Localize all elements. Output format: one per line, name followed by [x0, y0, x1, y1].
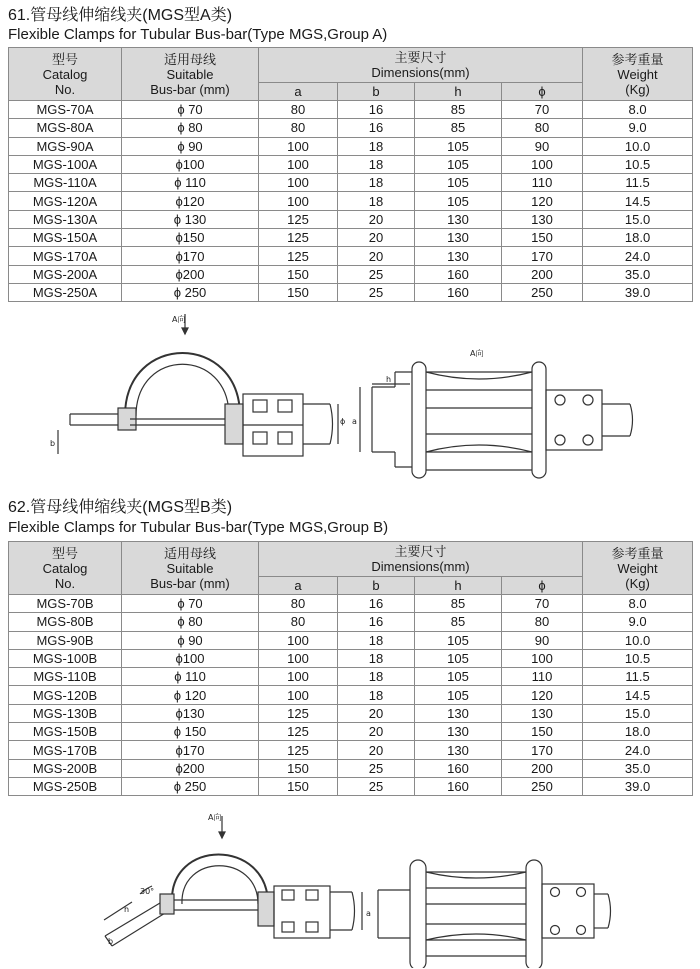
h-cell: 130 — [415, 229, 502, 247]
catalog-cell: MGS-90B — [9, 631, 122, 649]
h-cell: 160 — [415, 759, 502, 777]
b-cell: 18 — [338, 649, 415, 667]
header-b: b — [338, 577, 415, 595]
phi-cell: 200 — [502, 759, 583, 777]
weight-cell: 39.0 — [583, 777, 693, 795]
b-cell: 25 — [338, 265, 415, 283]
phi-cell: 90 — [502, 631, 583, 649]
a-cell: 80 — [259, 613, 338, 631]
b-cell: 18 — [338, 174, 415, 192]
busbar-cell: ϕ130 — [122, 704, 259, 722]
a-cell: 125 — [259, 210, 338, 228]
a-cell: 125 — [259, 247, 338, 265]
header-phi: ϕ — [502, 83, 583, 101]
busbar-cell: ϕ 90 — [122, 137, 259, 155]
catalog-cell: MGS-200A — [9, 265, 122, 283]
catalog-cell: MGS-80A — [9, 119, 122, 137]
h-cell: 105 — [415, 174, 502, 192]
section-a-subtitle: Flexible Clamps for Tubular Bus-bar(Type MGS,Group A) — [8, 26, 388, 43]
catalog-cell: MGS-100A — [9, 155, 122, 173]
catalog-cell: MGS-110A — [9, 174, 122, 192]
catalog-cell: MGS-130B — [9, 704, 122, 722]
phi-cell: 120 — [502, 686, 583, 704]
busbar-cell: ϕ170 — [122, 247, 259, 265]
b-cell: 20 — [338, 210, 415, 228]
busbar-cell: ϕ 250 — [122, 283, 259, 301]
a-cell: 100 — [259, 192, 338, 210]
weight-cell: 15.0 — [583, 210, 693, 228]
h-cell: 160 — [415, 777, 502, 795]
drawing-group-b — [0, 808, 700, 968]
weight-cell: 10.0 — [583, 631, 693, 649]
a-cell: 125 — [259, 704, 338, 722]
h-cell: 85 — [415, 101, 502, 119]
table-row — [9, 265, 693, 283]
header-b: b — [338, 83, 415, 101]
catalog-cell: MGS-100B — [9, 649, 122, 667]
weight-cell: 24.0 — [583, 247, 693, 265]
a-cell: 100 — [259, 668, 338, 686]
catalog-cell: MGS-120B — [9, 686, 122, 704]
table-row — [9, 192, 693, 210]
busbar-cell: ϕ150 — [122, 229, 259, 247]
phi-cell: 110 — [502, 668, 583, 686]
phi-cell: 200 — [502, 265, 583, 283]
h-cell: 105 — [415, 155, 502, 173]
table-row — [9, 137, 693, 155]
table-row — [9, 649, 693, 667]
h-cell: 105 — [415, 631, 502, 649]
a-cell: 100 — [259, 155, 338, 173]
h-cell: 160 — [415, 265, 502, 283]
weight-cell: 39.0 — [583, 283, 693, 301]
table-row — [9, 210, 693, 228]
catalog-cell: MGS-250B — [9, 777, 122, 795]
catalog-cell: MGS-120A — [9, 192, 122, 210]
phi-cell: 80 — [502, 119, 583, 137]
label-view-a-top: A向 — [172, 315, 186, 324]
weight-cell: 18.0 — [583, 723, 693, 741]
a-cell: 150 — [259, 777, 338, 795]
a-cell: 125 — [259, 229, 338, 247]
table-row — [9, 155, 693, 173]
weight-cell: 11.5 — [583, 174, 693, 192]
label-angle: 30° — [140, 887, 155, 896]
weight-cell: 15.0 — [583, 704, 693, 722]
catalog-cell: MGS-170B — [9, 741, 122, 759]
weight-cell: 9.0 — [583, 613, 693, 631]
phi-cell: 130 — [502, 210, 583, 228]
busbar-cell: ϕ 250 — [122, 777, 259, 795]
b-cell: 16 — [338, 613, 415, 631]
weight-cell: 9.0 — [583, 119, 693, 137]
clamp-drawing-a — [0, 312, 700, 482]
busbar-cell: ϕ 130 — [122, 210, 259, 228]
table-row — [9, 704, 693, 722]
a-cell: 80 — [259, 119, 338, 137]
table-row — [9, 723, 693, 741]
a-cell: 100 — [259, 686, 338, 704]
table-b-body — [9, 595, 693, 796]
clamp-drawing-b — [0, 808, 700, 968]
header-phi: ϕ — [502, 577, 583, 595]
h-cell: 160 — [415, 283, 502, 301]
catalog-cell: MGS-130A — [9, 210, 122, 228]
header-busbar: 适用母线 Suitable Bus-bar (mm) — [122, 48, 259, 101]
table-row — [9, 174, 693, 192]
h-cell: 130 — [415, 723, 502, 741]
h-cell: 85 — [415, 613, 502, 631]
label-view-a-top-b: A向 — [208, 813, 222, 822]
label-a-b: a — [366, 909, 371, 918]
h-cell: 85 — [415, 595, 502, 613]
b-cell: 16 — [338, 101, 415, 119]
table-row — [9, 283, 693, 301]
section-a-title: 61.管母线伸缩线夹(MGS型A类) — [8, 7, 233, 24]
weight-cell: 35.0 — [583, 265, 693, 283]
catalog-cell: MGS-90A — [9, 137, 122, 155]
table-row — [9, 777, 693, 795]
a-cell: 100 — [259, 649, 338, 667]
table-row — [9, 741, 693, 759]
weight-cell: 11.5 — [583, 668, 693, 686]
busbar-cell: ϕ 120 — [122, 686, 259, 704]
phi-cell: 150 — [502, 229, 583, 247]
table-row — [9, 247, 693, 265]
b-cell: 25 — [338, 759, 415, 777]
b-cell: 18 — [338, 192, 415, 210]
busbar-cell: ϕ 80 — [122, 119, 259, 137]
header-a: a — [259, 83, 338, 101]
busbar-cell: ϕ 150 — [122, 723, 259, 741]
section-b-subtitle: Flexible Clamps for Tubular Bus-bar(Type MGS,Group B) — [8, 519, 389, 536]
catalog-cell: MGS-150B — [9, 723, 122, 741]
label-b-b: b — [108, 937, 114, 946]
a-cell: 100 — [259, 174, 338, 192]
phi-cell: 120 — [502, 192, 583, 210]
b-cell: 25 — [338, 777, 415, 795]
busbar-cell: ϕ200 — [122, 265, 259, 283]
catalog-cell: MGS-70A — [9, 101, 122, 119]
drawing-group-a — [0, 312, 700, 482]
a-cell: 80 — [259, 595, 338, 613]
header-catalog: 型号 Catalog No. — [9, 48, 122, 101]
header-h: h — [415, 83, 502, 101]
label-b: b — [50, 439, 56, 448]
table-row — [9, 631, 693, 649]
weight-cell: 8.0 — [583, 595, 693, 613]
phi-cell: 250 — [502, 283, 583, 301]
phi-cell: 70 — [502, 101, 583, 119]
phi-cell: 100 — [502, 155, 583, 173]
header-weight: 参考重量 Weight (Kg) — [583, 542, 693, 595]
a-cell: 150 — [259, 265, 338, 283]
h-cell: 130 — [415, 741, 502, 759]
b-cell: 18 — [338, 668, 415, 686]
h-cell: 105 — [415, 668, 502, 686]
phi-cell: 70 — [502, 595, 583, 613]
table-row — [9, 759, 693, 777]
h-cell: 130 — [415, 210, 502, 228]
b-cell: 25 — [338, 283, 415, 301]
busbar-cell: ϕ 90 — [122, 631, 259, 649]
weight-cell: 14.5 — [583, 686, 693, 704]
table-row — [9, 595, 693, 613]
header-a: a — [259, 577, 338, 595]
weight-cell: 10.0 — [583, 137, 693, 155]
h-cell: 105 — [415, 649, 502, 667]
catalog-cell: MGS-150A — [9, 229, 122, 247]
busbar-cell: ϕ100 — [122, 155, 259, 173]
weight-cell: 35.0 — [583, 759, 693, 777]
weight-cell: 24.0 — [583, 741, 693, 759]
a-cell: 125 — [259, 741, 338, 759]
table-row — [9, 686, 693, 704]
phi-cell: 110 — [502, 174, 583, 192]
h-cell: 105 — [415, 192, 502, 210]
b-cell: 18 — [338, 155, 415, 173]
section-b-title: 62.管母线伸缩线夹(MGS型B类) — [8, 499, 233, 516]
b-cell: 20 — [338, 229, 415, 247]
phi-cell: 100 — [502, 649, 583, 667]
table-row — [9, 613, 693, 631]
a-cell: 150 — [259, 759, 338, 777]
weight-cell: 18.0 — [583, 229, 693, 247]
label-h-b: h — [124, 905, 130, 914]
busbar-cell: ϕ 70 — [122, 595, 259, 613]
phi-cell: 250 — [502, 777, 583, 795]
busbar-cell: ϕ120 — [122, 192, 259, 210]
b-cell: 18 — [338, 137, 415, 155]
catalog-cell: MGS-250A — [9, 283, 122, 301]
catalog-cell: MGS-110B — [9, 668, 122, 686]
phi-cell: 170 — [502, 247, 583, 265]
phi-cell: 170 — [502, 741, 583, 759]
header-h: h — [415, 577, 502, 595]
weight-cell: 10.5 — [583, 155, 693, 173]
b-cell: 16 — [338, 595, 415, 613]
busbar-loop — [125, 353, 240, 416]
a-cell: 150 — [259, 283, 338, 301]
h-cell: 85 — [415, 119, 502, 137]
h-cell: 130 — [415, 704, 502, 722]
busbar-cell: ϕ170 — [122, 741, 259, 759]
weight-cell: 8.0 — [583, 101, 693, 119]
table-a-body — [9, 101, 693, 302]
header-dimensions: 主要尺寸 Dimensions(mm) — [259, 48, 583, 83]
phi-cell: 80 — [502, 613, 583, 631]
table-row — [9, 119, 693, 137]
busbar-cell: ϕ100 — [122, 649, 259, 667]
label-a: a — [352, 417, 357, 426]
catalog-cell: MGS-170A — [9, 247, 122, 265]
h-cell: 105 — [415, 137, 502, 155]
b-cell: 16 — [338, 119, 415, 137]
a-cell: 100 — [259, 631, 338, 649]
table-row — [9, 229, 693, 247]
b-cell: 18 — [338, 631, 415, 649]
busbar-cell: ϕ 110 — [122, 668, 259, 686]
label-view-a-side: A向 — [470, 349, 484, 358]
weight-cell: 10.5 — [583, 649, 693, 667]
h-cell: 130 — [415, 247, 502, 265]
catalog-cell: MGS-80B — [9, 613, 122, 631]
busbar-cell: ϕ200 — [122, 759, 259, 777]
catalog-cell: MGS-70B — [9, 595, 122, 613]
phi-cell: 130 — [502, 704, 583, 722]
label-h: h — [386, 375, 392, 384]
spec-table-b — [8, 541, 693, 796]
label-phi: ϕ — [340, 417, 346, 426]
b-cell: 20 — [338, 741, 415, 759]
phi-cell: 90 — [502, 137, 583, 155]
header-catalog: 型号 Catalog No. — [9, 542, 122, 595]
header-busbar: 适用母线 Suitable Bus-bar (mm) — [122, 542, 259, 595]
phi-cell: 150 — [502, 723, 583, 741]
header-weight: 参考重量 Weight (Kg) — [583, 48, 693, 101]
weight-cell: 14.5 — [583, 192, 693, 210]
a-cell: 100 — [259, 137, 338, 155]
header-dimensions: 主要尺寸 Dimensions(mm) — [259, 542, 583, 577]
catalog-cell: MGS-200B — [9, 759, 122, 777]
b-cell: 18 — [338, 686, 415, 704]
busbar-cell: ϕ 80 — [122, 613, 259, 631]
h-cell: 105 — [415, 686, 502, 704]
table-row — [9, 101, 693, 119]
busbar-cell: ϕ 110 — [122, 174, 259, 192]
b-cell: 20 — [338, 723, 415, 741]
table-row — [9, 668, 693, 686]
busbar-cell: ϕ 70 — [122, 101, 259, 119]
b-cell: 20 — [338, 247, 415, 265]
b-cell: 20 — [338, 704, 415, 722]
a-cell: 125 — [259, 723, 338, 741]
a-cell: 80 — [259, 101, 338, 119]
spec-table-a — [8, 47, 693, 302]
